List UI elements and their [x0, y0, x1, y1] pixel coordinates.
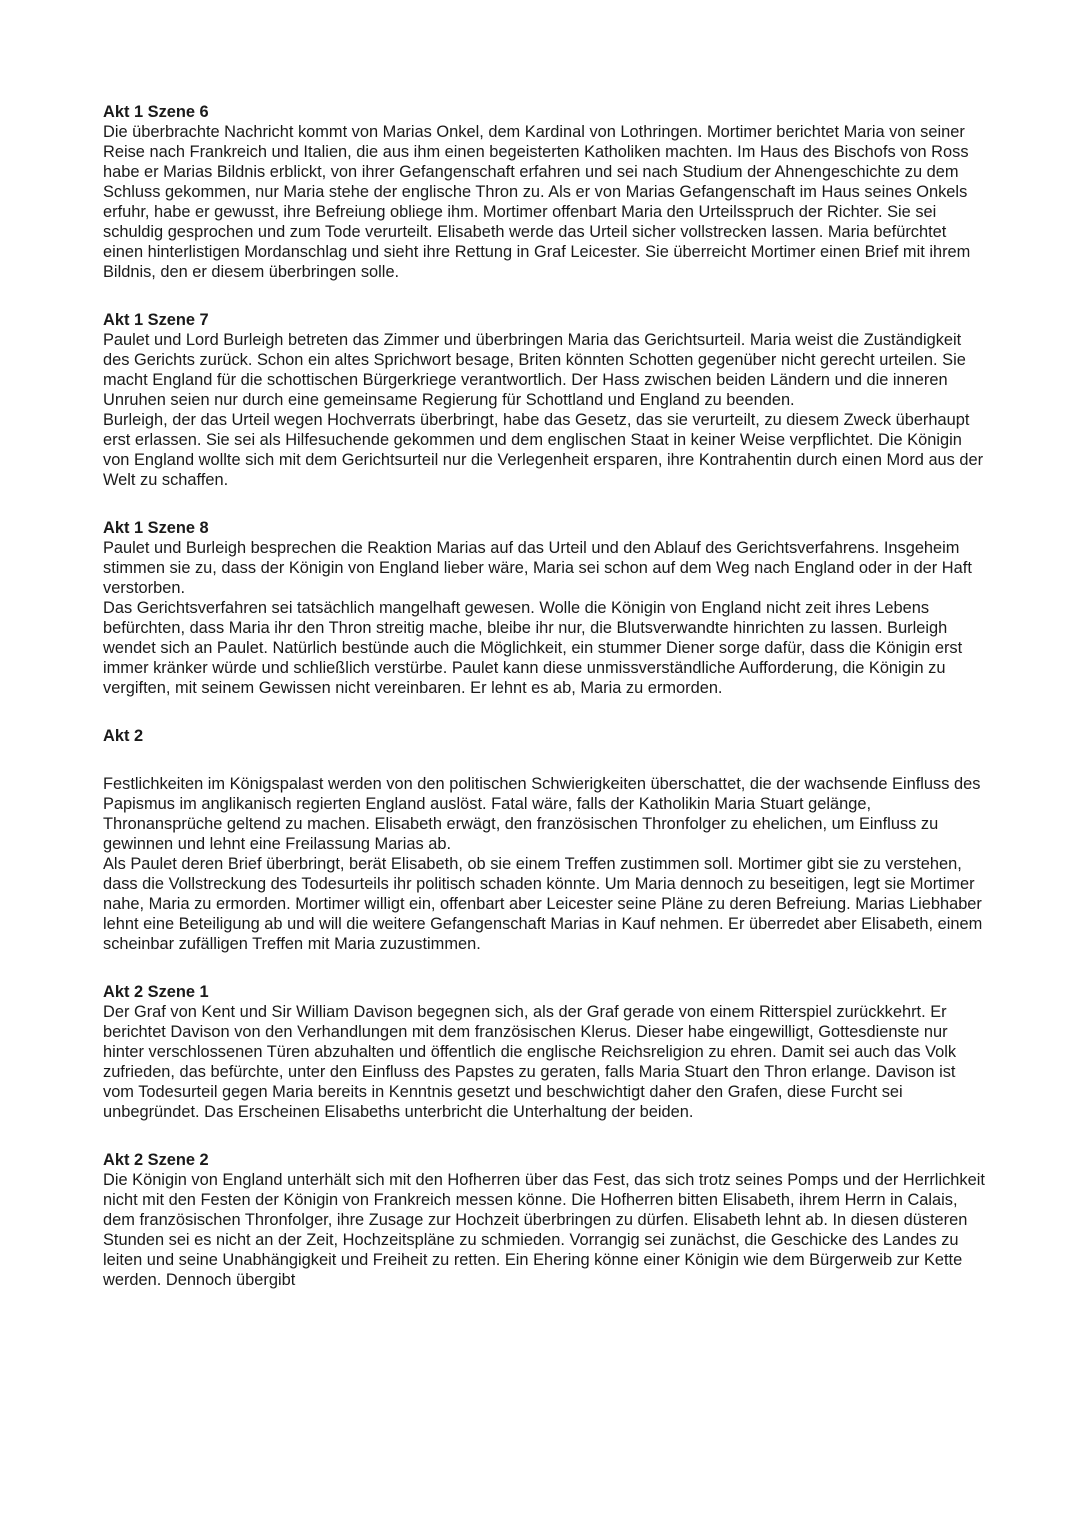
section-akt1-szene6 [103, 102, 988, 282]
section-heading: Akt 1 Szene 8 [103, 519, 209, 537]
document-page [103, 102, 988, 1318]
section-akt2-szene2 [103, 1150, 988, 1290]
section-heading: Akt 1 Szene 7 [103, 311, 209, 329]
section-paragraph: Paulet und Burleigh besprechen die Reaktion Marias auf das Urteil und den Ablauf des Gerichtsverfahrens. Insgeheim stimmen sie zu, dass der Königin von England lieber wäre, Maria sei schon auf dem Weg nach England oder in der Haft verstorben. [103, 539, 972, 597]
section-akt2 [103, 726, 988, 954]
section-heading: Akt 2 [103, 727, 144, 745]
section-paragraph: Die überbrachte Nachricht kommt von Marias Onkel, dem Kardinal von Lothringen. Mortimer berichtet Maria von seiner Reise nach Frankreich und Italien, die aus ihm einen begeisterten Katholiken machten. Im Haus des Bischofs von Ross habe er Marias Bildnis erblickt, von ihrer Gefangenschaft erfahren und sei nach Studium der Ahnengeschichte zu dem Schluss gekommen, nur Maria stehe der englische Thron zu. Als er von Marias Gefangenschaft im Haus seines Onkels erfuhr, habe er gewusst, ihre Befreiung obliege ihm. Mortimer offenbart Maria den Urteilsspruch der Richter. Sie sei schuldig gesprochen und zum Tode verurteilt. Elisabeth werde das Urteil sicher vollstrecken lassen. Maria befürchtet einen hinterlistigen Mordanschlag und sieht ihre Rettung in Graf Leicester. Sie überreicht Mortimer einen Brief mit ihrem Bildnis, den er diesem überbringen solle. [103, 123, 971, 281]
section-akt1-szene8 [103, 518, 988, 698]
section-heading: Akt 2 Szene 1 [103, 983, 209, 1001]
section-akt2-szene1 [103, 982, 988, 1122]
section-paragraph: Als Paulet deren Brief überbringt, berät Elisabeth, ob sie einem Treffen zustimmen soll. Mortimer gibt sie zu verstehen, dass die Vollstreckung des Todesurteils ihr politisch schaden könnte. Um Maria dennoch zu beseitigen, legt sie Mortimer nahe, Maria zu ermorden. Mortimer willigt ein, offenbart aber Leicester seine Pläne zu deren Befreiung. Marias Liebhaber lehnt eine Beteiligung ab und will die weitere Gefangenschaft Marias in Kauf nehmen. Er überredet aber Elisabeth, einem scheinbar zufälligen Treffen mit Maria zuzustimmen. [103, 855, 983, 953]
section-akt1-szene7 [103, 310, 988, 490]
section-paragraph: Die Königin von England unterhält sich mit den Hofherren über das Fest, das sich trotz seines Pomps und der Herrlichkeit nicht mit den Festen der Königin von Frankreich messen könne. Die Hofherren bitten Elisabeth, ihrem Herrn in Calais, dem französischen Thronfolger, ihre Zusage zur Hochzeit überbringen zu dürfen. Elisabeth lehnt ab. In diesen düsteren Stunden sei es nicht an der Zeit, Hochzeitspläne zu schmieden. Vorrangig sei zunächst, die Geschicke des Landes zu leiten und seine Unabhängigkeit und Freiheit zu retten. Ein Ehering könne einer Königin wie dem Bürgerweib zur Kette werden. Dennoch übergibt [103, 1171, 985, 1289]
section-paragraph: Burleigh, der das Urteil wegen Hochverrats überbringt, habe das Gesetz, das sie verurteilt, zu diesem Zweck überhaupt erst erlassen. Sie sei als Hilfesuchende gekommen und dem englischen Staat in keiner Weise verpflichtet. Die Königin von England wollte sich mit dem Gerichtsurteil nur die Verlegenheit ersparen, ihre Kontrahentin durch einen Mord aus der Welt zu schaffen. [103, 411, 984, 489]
section-paragraph: Paulet und Lord Burleigh betreten das Zimmer und überbringen Maria das Gerichtsurteil. Maria weist die Zuständigkeit des Gerichts zurück. Schon ein altes Sprichwort besage, Briten könnten Schotten gegenüber nicht gerecht urteilen. Sie macht England für die schottischen Bürgerkriege verantwortlich. Der Hass zwischen beiden Ländern und die inneren Unruhen seien nur durch eine gemeinsame Regierung für Schottland und England zu beenden. [103, 331, 966, 409]
section-paragraph: Das Gerichtsverfahren sei tatsächlich mangelhaft gewesen. Wolle die Königin von England nicht zeit ihres Lebens befürchten, dass Maria ihr den Thron streitig mache, bleibe ihr nur, die Blutsverwandte hinrichten zu lassen. Burleigh wendet sich an Paulet. Natürlich bestünde auch die Möglichkeit, ein stummer Diener sorge dafür, dass die Königin erst immer kränker würde und schließlich verstürbe. Paulet kann diese unmissverständliche Aufforderung, die Königin zu vergiften, mit seinem Gewissen nicht vereinbaren. Er lehnt es ab, Maria zu ermorden. [103, 599, 963, 697]
section-paragraph: Der Graf von Kent und Sir William Davison begegnen sich, als der Graf gerade von einem Ritterspiel zurückkehrt. Er berichtet Davison von den Verhandlungen mit dem französischen Klerus. Dieser habe eingewilligt, Gottesdienste nur hinter verschlossenen Türen abzuhalten und öffentlich die englische Reichsreligion zu ehren. Damit sei auch das Volk zufrieden, das befürchte, unter den Einfluss des Papstes zu geraten, falls Maria Stuart den Thron erlange. Davison ist vom Todesurteil gegen Maria bereits in Kenntnis gesetzt und beschwichtigt daher den Grafen, diese Furcht sei unbegründet. Das Erscheinen Elisabeths unterbricht die Unterhaltung der beiden. [103, 1003, 957, 1121]
section-heading: Akt 1 Szene 6 [103, 103, 209, 121]
section-heading: Akt 2 Szene 2 [103, 1151, 209, 1169]
section-paragraph: Festlichkeiten im Königspalast werden von den politischen Schwierigkeiten überschattet, die der wachsende Einfluss des Papismus im anglikanisch regierten England auslöst. Fatal wäre, falls der Katholikin Maria Stuart gelänge, Thronansprüche geltend zu machen. Elisabeth erwägt, den französischen Thronfolger zu ehelichen, um Einfluss zu gewinnen und lehnt eine Freilassung Marias ab. [103, 775, 981, 853]
